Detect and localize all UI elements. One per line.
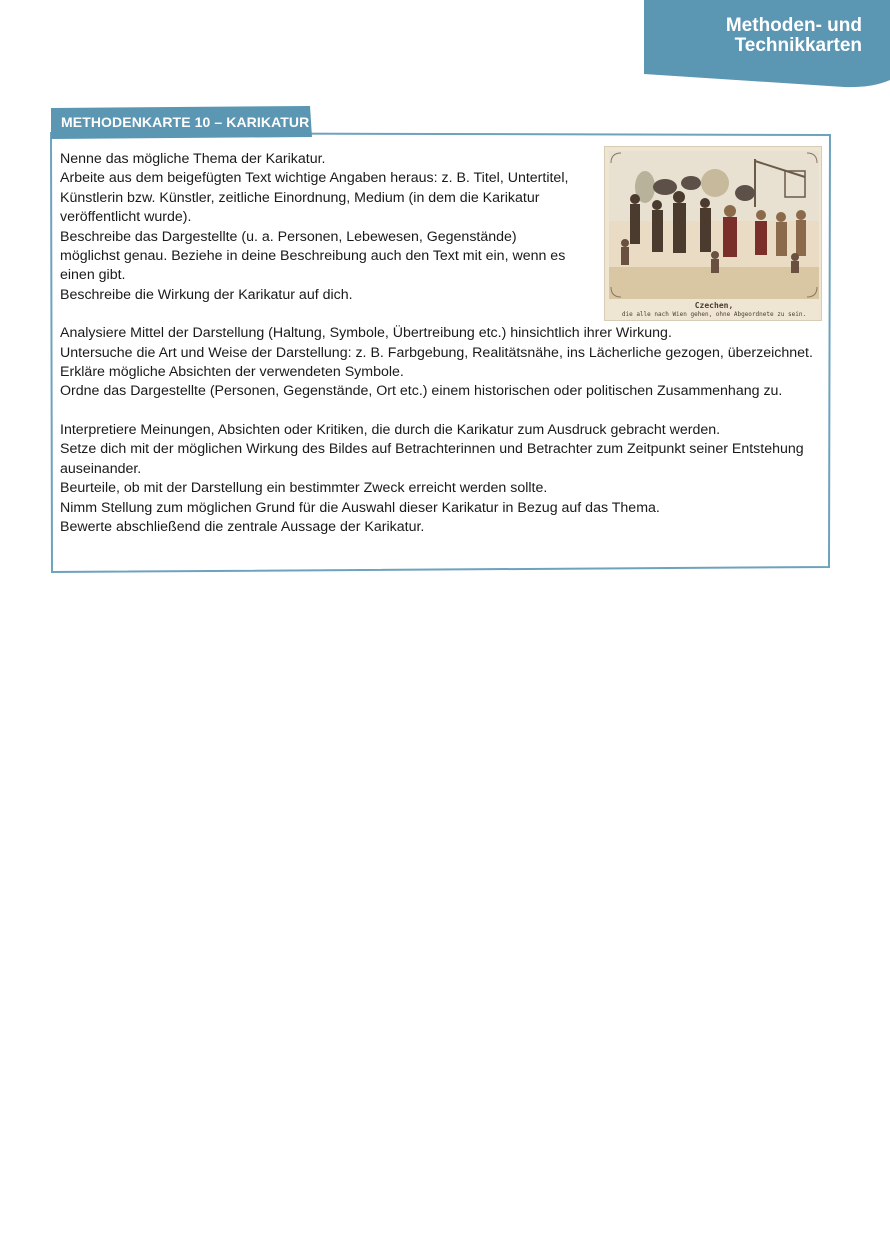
interpretation-item: Interpretiere Meinungen, Absichten oder Kritiken, die durch die Karikatur zum Ausdruck gebracht werden.: [60, 421, 721, 438]
section-tab: [644, 0, 890, 90]
analysis-section: [60, 324, 822, 402]
interpretation-item: Nimm Stellung zum möglichen Grund für die Auswahl dieser Karikatur in Bezug auf das Thema.: [60, 499, 660, 516]
interpretation-item: Setze dich mit der möglichen Wirkung des Bildes auf Betrachterinnen und Betrachter zum Zeitpunkt seiner Entstehung auseinander.: [60, 441, 804, 477]
intro-item: Arbeite aus dem beigefügten Text wichtige Angaben heraus: z. B. Titel, Untertitel, Künstlerin bzw. Künstler, zeitliche Einordnung, Medium (in dem die Karikatur veröffentlicht wurde).: [60, 170, 569, 226]
cartoon-caption-title: Czechen,: [694, 301, 734, 310]
section-tab-title: [726, 16, 862, 56]
analysis-item: Erkläre mögliche Absichten der verwendeten Symbole.: [60, 364, 404, 381]
section-tab-line2: Technikkarten: [734, 35, 862, 56]
card-label: [51, 106, 312, 139]
intro-item: Beschreibe das Dargestellte (u. a. Personen, Lebewesen, Gegenstände) möglichst genau. Beziehe in deine Beschreibung auch den Text mit ein, wenn es einen gibt.: [60, 228, 566, 284]
interpretation-item: Beurteile, ob mit der Darstellung ein bestimmter Zweck erreicht werden sollte.: [60, 480, 548, 497]
interpretation-section: [60, 421, 822, 537]
intro-item: Beschreibe die Wirkung der Karikatur auf dich.: [60, 286, 353, 303]
analysis-item: Ordne das Dargestellte (Personen, Gegenstände, Ort etc.) einem historischen oder politischen Zusammenhang zu.: [60, 383, 783, 400]
cartoon-image: [604, 146, 822, 321]
card-label-text: METHODENKARTE 10 – KARIKATUR: [61, 114, 310, 130]
intro-item: Nenne das mögliche Thema der Karikatur.: [60, 151, 326, 167]
analysis-item: Untersuche die Art und Weise der Darstellung: z. B. Farbgebung, Realitätsnähe, ins Lächerliche gezogen, überzeichnet.: [60, 344, 813, 361]
intro-section: [60, 150, 580, 305]
analysis-item: Analysiere Mittel der Darstellung (Haltung, Symbole, Übertreibung etc.) hinsichtlich ihrer Wirkung.: [60, 325, 672, 342]
cartoon-caption-sub: die alle nach Wien gehen, ohne Abgeordnete zu sein.: [621, 311, 807, 318]
section-tab-line1: Methoden- und: [725, 15, 862, 36]
cartoon-drawing: [605, 147, 823, 322]
interpretation-item: Bewerte abschließend die zentrale Aussage der Karikatur.: [60, 518, 425, 535]
